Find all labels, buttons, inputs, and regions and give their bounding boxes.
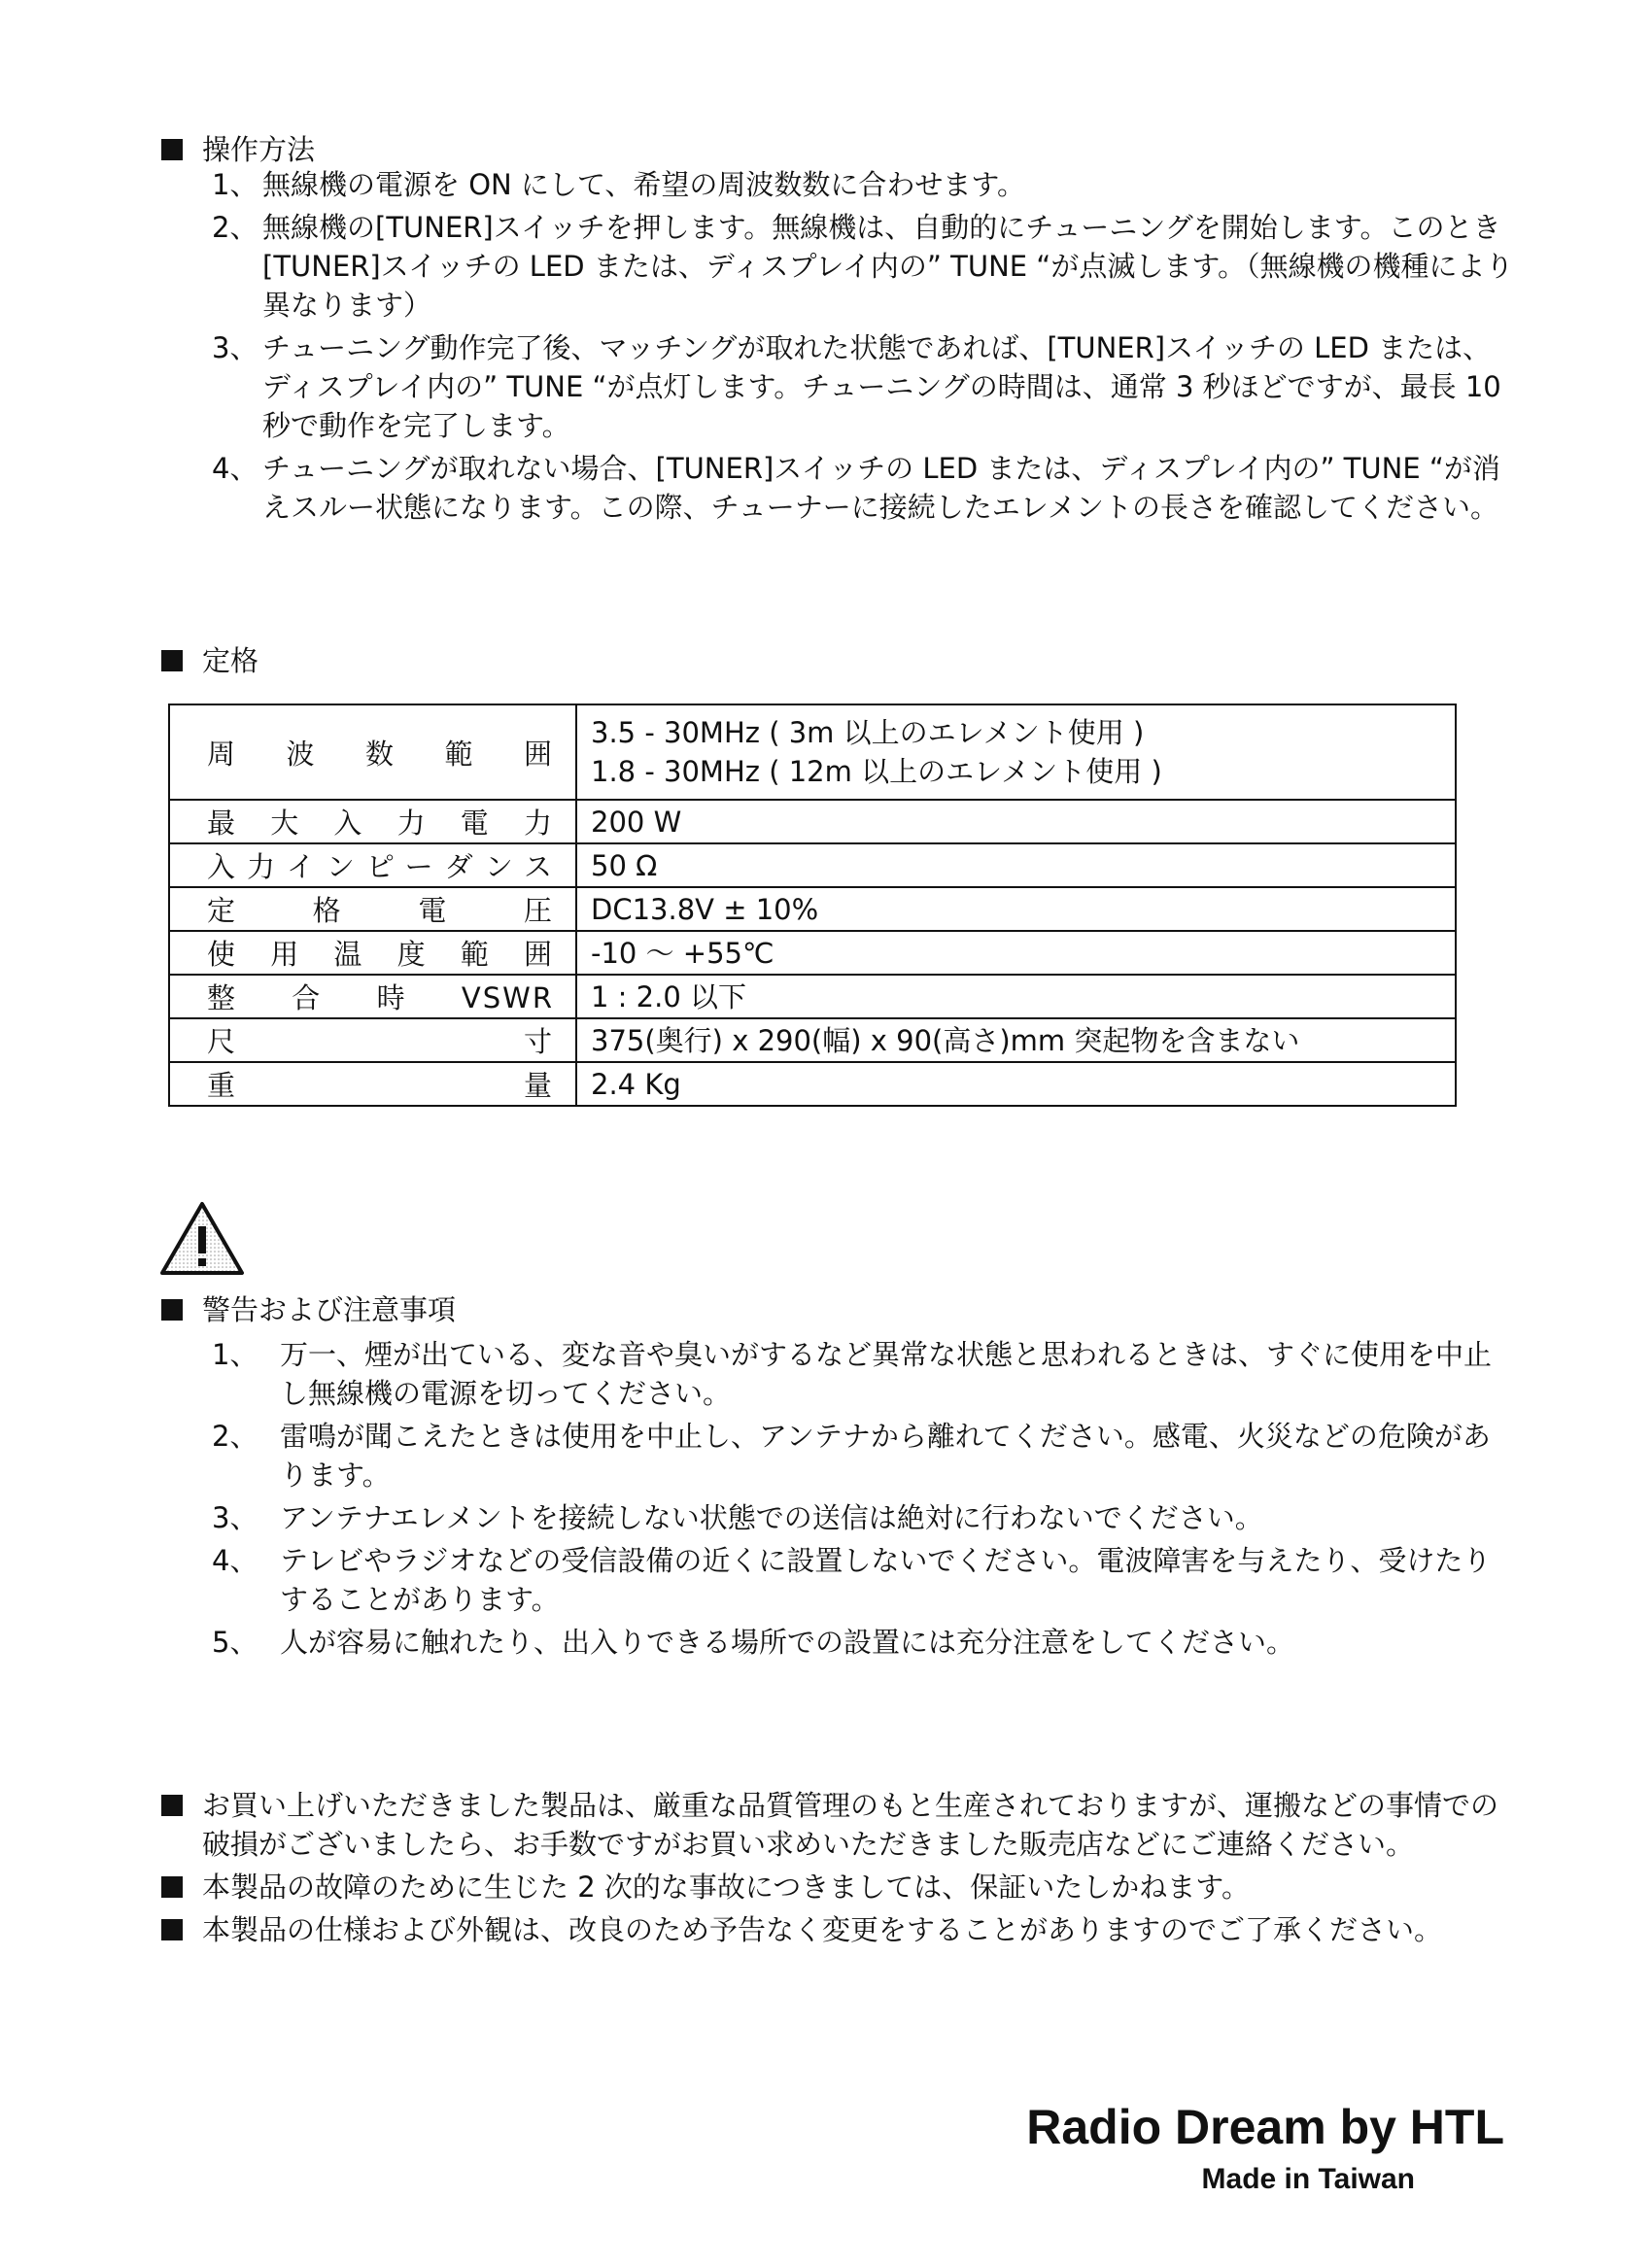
spec-label: 入力インピーダンス xyxy=(169,843,576,887)
item-text: テレビやラジオなどの受信設備の近くに設置しないでください。電波障害を与えたり、受けたりすることがあります。 xyxy=(280,1544,1492,1616)
list-item xyxy=(212,1498,1495,1537)
table-row xyxy=(169,975,1456,1018)
spec-value: 50 Ω xyxy=(576,843,1456,887)
spec-value-line: 3.5 - 30MHz ( 3m 以上のエレメント使用 ) xyxy=(591,716,1145,749)
item-text: 無線機の電源を ON にして、希望の周波数数に合わせます。 xyxy=(262,168,1026,201)
item-number: 4、 xyxy=(212,1544,258,1577)
spec-table xyxy=(168,704,1457,1107)
square-bullet-icon xyxy=(161,1876,183,1898)
item-number: 2、 xyxy=(212,1420,258,1453)
warning-heading xyxy=(161,1290,456,1329)
note-text: 本製品の仕様および外観は、改良のため予告なく変更をすることがありますのでご了承ください。 xyxy=(202,1913,1443,1946)
square-bullet-icon xyxy=(161,139,183,160)
item-number: 1、 xyxy=(212,168,258,201)
spec-label: 最大入力電力 xyxy=(169,800,576,843)
item-number: 5、 xyxy=(212,1626,258,1659)
square-bullet-icon xyxy=(161,1299,183,1321)
item-text: 人が容易に触れたり、出入りできる場所での設置には充分注意をしてください。 xyxy=(280,1626,1295,1659)
note-item xyxy=(161,1786,1502,1864)
item-text: アンテナエレメントを接続しない状態での送信は絶対に行わないでください。 xyxy=(280,1501,1263,1534)
item-number: 1、 xyxy=(212,1338,258,1371)
item-text: 雷鳴が聞こえたときは使用を中止し、アンテナから離れてください。感電、火災などの危険があります。 xyxy=(280,1420,1491,1492)
square-bullet-icon xyxy=(161,1919,183,1940)
note-item xyxy=(161,1868,1502,1906)
operation-heading xyxy=(161,130,315,169)
operation-heading-text: 操作方法 xyxy=(202,133,316,166)
spec-value: -10 ～ +55℃ xyxy=(576,931,1456,975)
item-number: 3、 xyxy=(212,1501,258,1534)
list-item xyxy=(212,449,1514,527)
item-text: 無線機の[TUNER]スイッチを押します。無線機は、自動的にチューニングを開始します。このとき[TUNER]スイッチの LED または、ディスプレイ内の” TUNE “が点滅します。（無線機の機種により異なります） xyxy=(262,211,1514,322)
list-item xyxy=(212,165,1514,204)
spec-label: 定格電圧 xyxy=(169,887,576,931)
spec-label: 使用温度範囲 xyxy=(169,931,576,975)
spec-label: 周波数範囲 xyxy=(169,704,576,800)
spec-value: 375(奥行) x 290(幅) x 90(高さ)mm 突起物を含まない xyxy=(576,1018,1456,1062)
warning-heading-text: 警告および注意事項 xyxy=(202,1293,457,1326)
brand-name: Radio Dream by HTL xyxy=(1026,2100,1504,2154)
spec-value: 1 : 2.0 以下 xyxy=(576,975,1456,1018)
spec-value xyxy=(576,704,1456,800)
item-text: チューニング動作完了後、マッチングが取れた状態であれば、[TUNER]スイッチの LED または、ディスプレイ内の” TUNE “が点灯します。チューニングの時間は、通常 3 秒ほどですが、最長 10 秒で動作を完了します。 xyxy=(262,331,1501,442)
brand-origin: Made in Taiwan xyxy=(1201,2163,1415,2195)
list-item xyxy=(212,1541,1495,1619)
spec-value: 2.4 Kg xyxy=(576,1062,1456,1106)
notes-list xyxy=(161,1786,1502,1953)
square-bullet-icon xyxy=(161,650,183,671)
note-text: 本製品の故障のために生じた 2 次的な事故につきましては、保証いたしかねます。 xyxy=(202,1871,1250,1904)
list-item xyxy=(212,1417,1495,1494)
item-text: 万一、煙が出ている、変な音や臭いがするなど異常な状態と思われるときは、すぐに使用を中止し無線機の電源を切ってください。 xyxy=(280,1338,1493,1410)
item-text: チューニングが取れない場合、[TUNER]スイッチの LED または、ディスプレイ内の” TUNE “が消えスルー状態になります。この際、チューナーに接続したエレメントの長さを確認してください。 xyxy=(262,452,1500,524)
list-item xyxy=(212,1335,1495,1413)
spec-value: 200 W xyxy=(576,800,1456,843)
item-number: 3、 xyxy=(212,331,258,364)
table-row xyxy=(169,887,1456,931)
table-row xyxy=(169,800,1456,843)
spec-label: 尺寸 xyxy=(169,1018,576,1062)
table-row xyxy=(169,704,1456,800)
specs-heading-text: 定格 xyxy=(202,644,259,677)
square-bullet-icon xyxy=(161,1795,183,1816)
list-item xyxy=(212,208,1514,325)
warning-triangle-icon xyxy=(158,1199,246,1277)
table-row xyxy=(169,1018,1456,1062)
table-row xyxy=(169,1062,1456,1106)
note-text: お買い上げいただきました製品は、厳重な品質管理のもと生産されておりますが、運搬などの事情での破損がございましたら、お手数ですがお買い求めいただきました販売店などにご連絡ください。 xyxy=(202,1789,1499,1861)
list-item xyxy=(212,1623,1495,1662)
item-number: 2、 xyxy=(212,211,258,244)
item-number: 4、 xyxy=(212,452,258,485)
specs-heading xyxy=(161,641,258,680)
table-row xyxy=(169,931,1456,975)
spec-value: DC13.8V ± 10% xyxy=(576,887,1456,931)
warning-list xyxy=(212,1335,1495,1665)
note-item xyxy=(161,1910,1502,1949)
table-row xyxy=(169,843,1456,887)
list-item xyxy=(212,328,1514,445)
spec-label: 重量 xyxy=(169,1062,576,1106)
spec-value-line: 1.8 - 30MHz ( 12m 以上のエレメント使用 ) xyxy=(591,755,1162,788)
operation-list xyxy=(212,165,1514,531)
spec-label: 整合時VSWR xyxy=(169,975,576,1018)
